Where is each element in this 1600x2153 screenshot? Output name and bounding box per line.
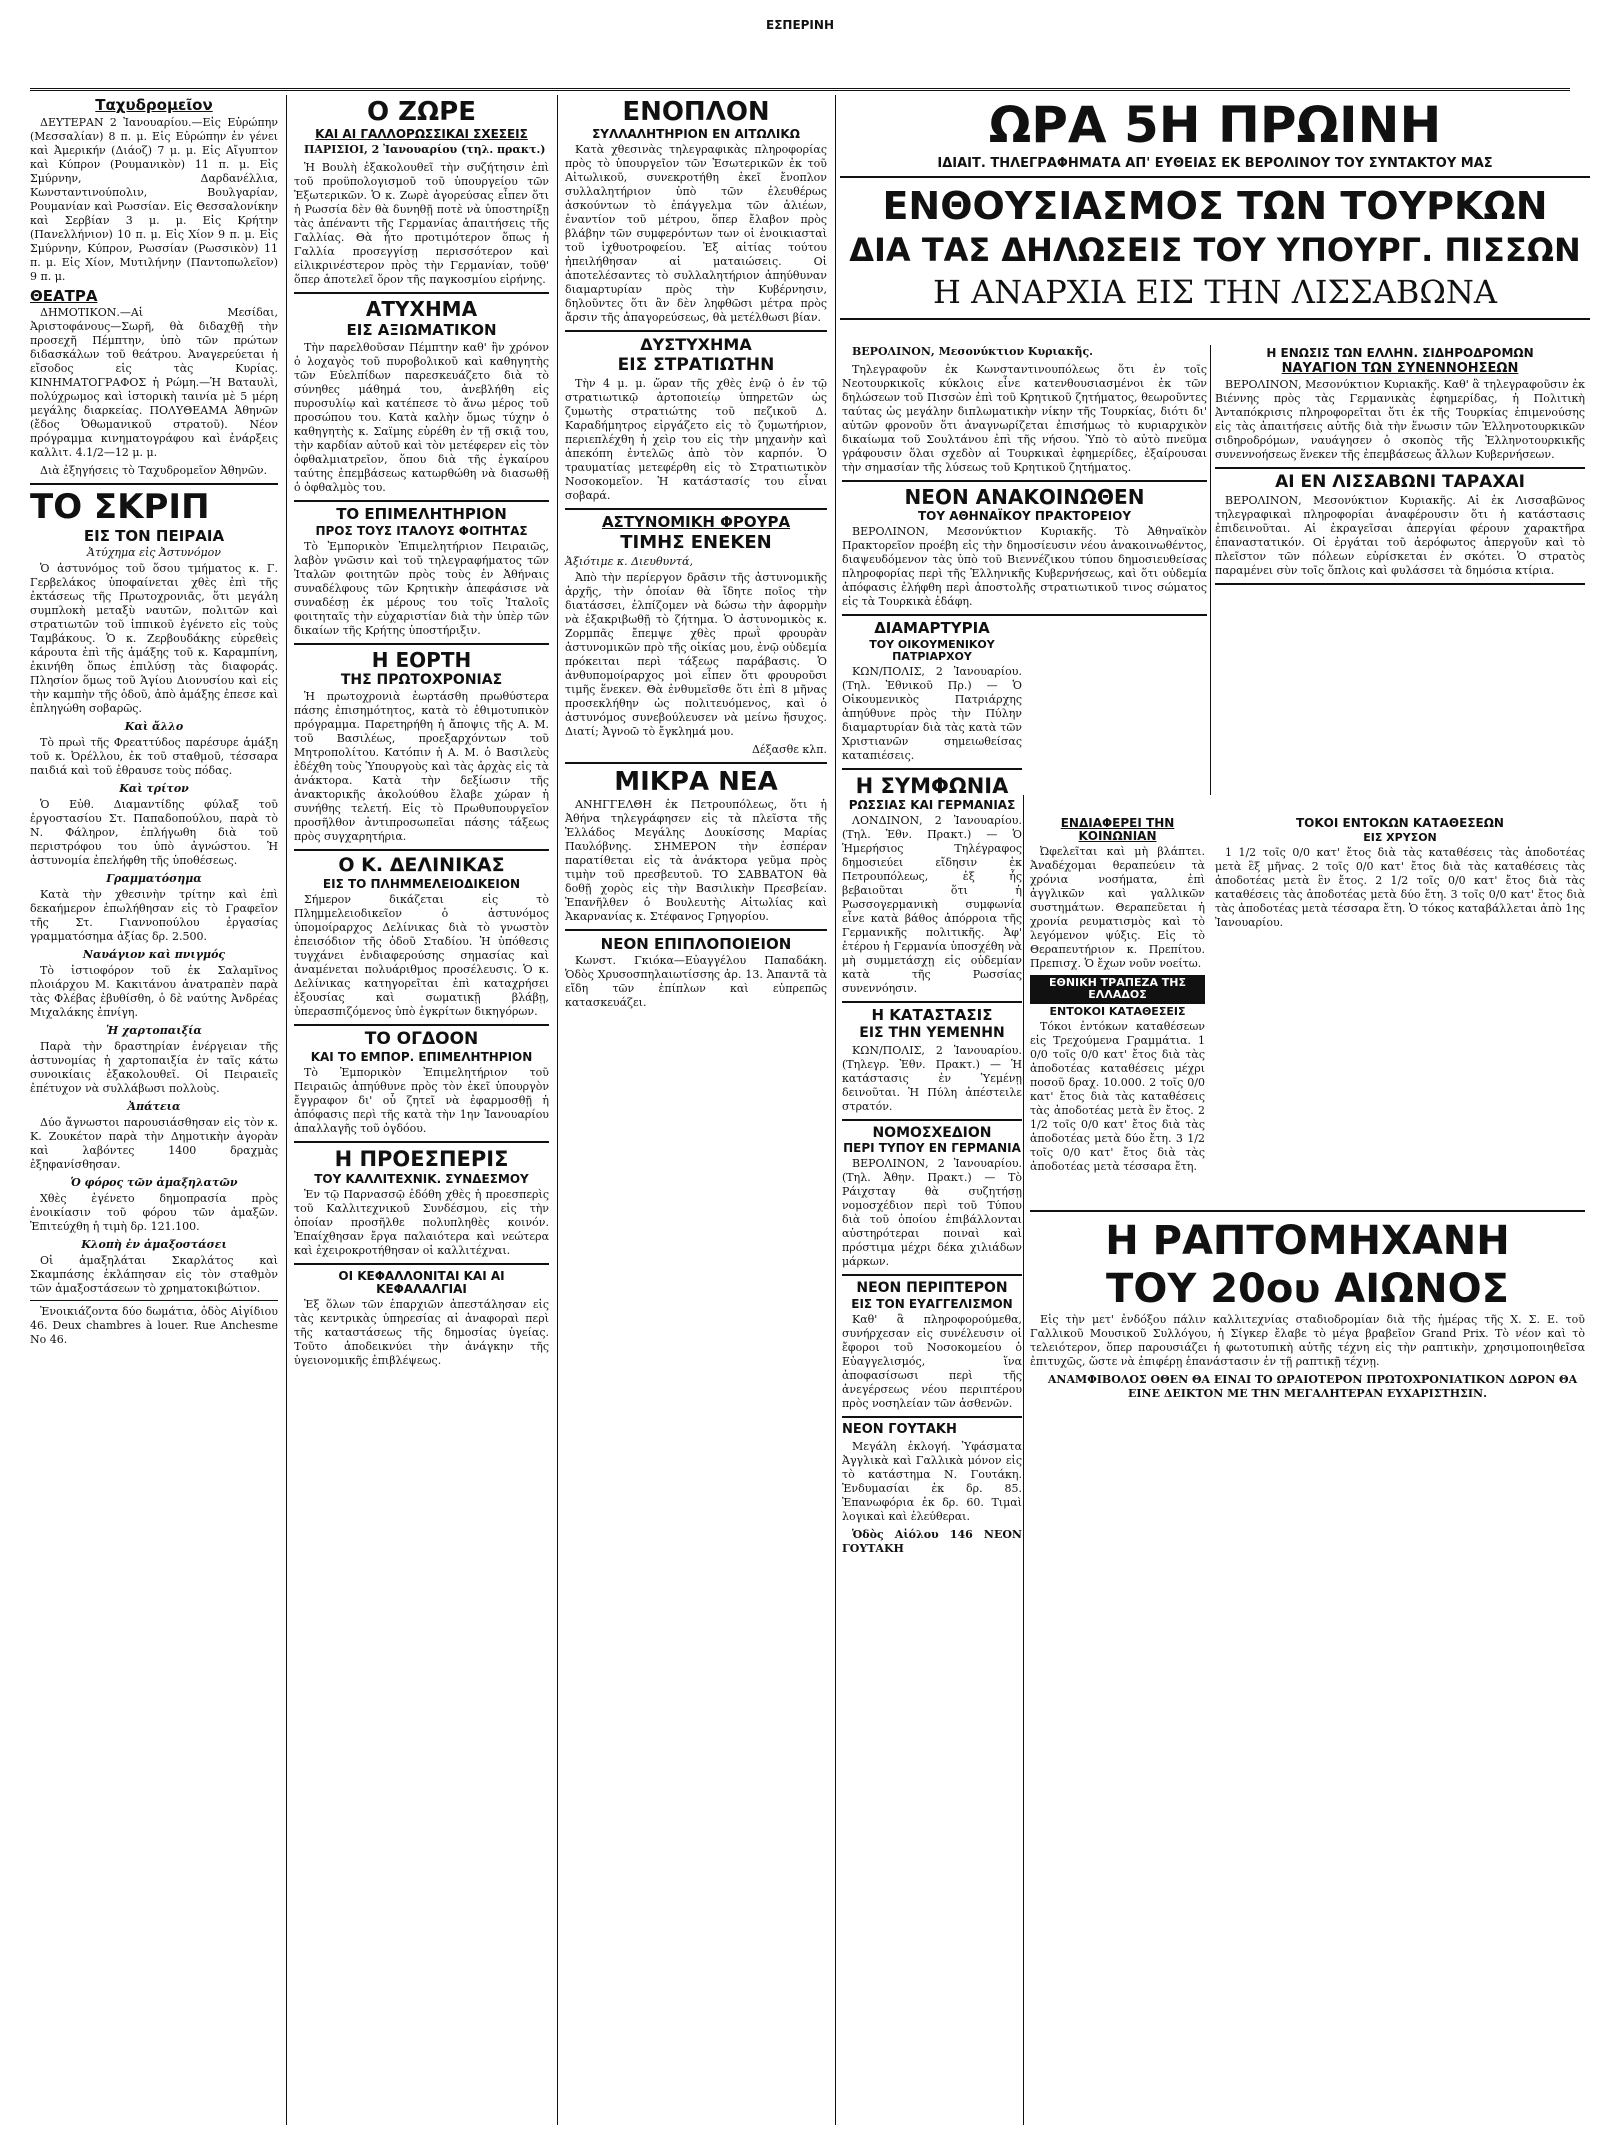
newspaper-page	[30, 95, 1590, 2135]
banner	[840, 95, 1590, 325]
lisbon-riots-text: ΒΕΡΟΛΙΝΟΝ, Μεσονύκτιον Κυριακῆς. Αἱ ἐκ Λισσαβῶνος τηλεγραφικαὶ πληροφορίαι ἀναφέρουσιν ὅτι ἡ κατάστασις ἐπιδεινοῦται. Αἱ ἐκραγεῖσαι ἀπεργίαι φέρουν χαρακτῆρα ἐπαναστατικόν. Οἱ ἐργάται τοῦ ἀερόφωτος ἀπεργοῦν καὶ τὸ πλεῖστον τῶν πόλεων εὑρίσκεται ἐν σκότει. Ὁ στρατὸς παραμένει σὺν τοῖς ὅπλοις καὶ φυλάσσει τὰ δημόσια κτίρια.	[1215, 494, 1585, 578]
column-3	[565, 95, 827, 1014]
chamber-title: ΤΟ ΕΠΙΜΕΛΗΤΗΡΙΟΝ	[336, 504, 507, 523]
armed-rally-subtitle: ΣΥΛΛΑΛΗΤΗΡΙΟΝ ΕΝ ΑΙΤΩΛΙΚΩ	[592, 127, 800, 142]
gambling-text: Παρὰ τὴν δραστηρίαν ἐνέργειαν τῆς ἀστυνομίας ἡ χαρτοπαιξία ἐν ταῖς κάτω συνοικίαις ἐξακολουθεῖ. Οἱ Πειραιεῖς ἐπέτυχον νὰ συλλάβωσι πολλοὺς.	[30, 1040, 278, 1096]
headline-turks: ΕΝΘΟΥΣΙΑΣΜΟΣ ΤΩΝ ΤΟΥΡΚΩΝ	[882, 184, 1548, 229]
press-bill-subtitle: ΠΕΡΙ ΤΥΠΟΥ ΕΝ ΓΕΡΜΑΝΙΑ	[843, 1141, 1021, 1156]
armed-rally-text: Κατὰ χθεσινὰς τηλεγραφικὰς πληροφορίας πρὸς τὸ ὑπουργεῖον τῶν Ἐσωτερικῶν ἐκ τοῦ Αἰτωλικοῦ, συνεκροτήθη ἐκεῖ ἔνοπλον συλλαλητήριον ὑπὸ τῶν ἐλευθέρως ἀσκούντων τὸ ἐπάγγελμα τῶν ἁλιέων, ἐναντίον τοῦ μέτρου, ὅπερ ἔλαβον πρὸς βλάβην τῶν συμφερόντων των οἱ ἐνοικιασταὶ τοῦ ἰχθυοτροφείου. Ἐξ αἰτίας τούτου ἠπειλήθησαν αἱ ματαιώσεις. Οἱ ἀποτελέσαντες τὸ συλλαλητήριον ἀπηύθυναν διαμαρτυρίαν πρὸς τὴν Κυβέρνησιν, δηλοῦντες ὅτι ἂν δὲν ληφθῶσι μέτρα πρὸς ἄρσιν τῆς ἀπαγορεύσεως, θὰ μετέλθωσι βίαν.	[565, 143, 827, 325]
column-1	[30, 95, 278, 1351]
goutakis-text: Μεγάλη ἐκλογή. Ὑφάσματα Ἀγγλικὰ καὶ Γαλλικὰ μόνον εἰς τὸ κατάστημα Ν. Γουτάκη. Ἐνδυμασίαι ἐκ δρ. 85. Ἐπανωφόρια ἐκ δρ. 60. Τιμαὶ λογικαὶ καὶ ἐλεύθεραι.	[842, 1439, 1022, 1523]
theatres-heading: ΘΕΑΤΡΑ	[30, 286, 98, 305]
communique-subtitle: ΤΟΥ ΑΘΗΝΑΪΚΟΥ ΠΡΑΚΤΟΡΕΙΟΥ	[917, 509, 1132, 523]
kai-triton-heading: Καὶ τρίτον	[119, 782, 189, 796]
chamber-text: Τὸ Ἐμπορικὸν Ἐπιμελητήριον Πειραιῶς, λαβὸν γνῶσιν καὶ τοῦ τηλεγραφήματος τῶν Ἰταλῶν φοιτητῶν πρὸς τοὺς ἐν Ἀθήναις συναδέλφους τῶν Κρητικὴν ἀπεφάσισε νὰ συναδέσῃ ἐκ μέρους του τοῖς Ἰταλοῖς φοιτηταῖς τὴν εὐχαριστίαν διὰ τὴν ὑπὲρ τῶν δικαίων τῆς Κρήτης ὑποστήριξιν.	[294, 539, 549, 637]
kai-allo-heading: Καὶ ἄλλο	[124, 720, 184, 734]
rates-subtitle: ΕΙΣ ΧΡΥΣΟΝ	[1363, 831, 1437, 845]
rates-text: 1 1/2 τοῖς 0/0 κατ' ἔτος διὰ τὰς καταθέσεις τὰς ἀποδοτέας μετὰ ἓξ μῆνας. 2 τοῖς 0/0 κατ' ἔτος διὰ τὰς καταθέσεις τὰς ἀποδοτέας μετὰ ἓν ἔτος. 2 1/2 τοῖς 0/0 κατ' ἔτος διὰ τὰς καταθέσεις τὰς ἀποδοτέας μετὰ δύο ἔτη. 3 τοῖς 0/0 κατ' ἔτος διὰ τὰς ἀποδοτέας μετὰ τέσσαρα ἔτη. Ὁ τόκος καταβάλλεται ἀπὸ 1ης Ἰανουαρίου.	[1215, 846, 1585, 930]
communique-title: ΝΕΟΝ ΑΝΑΚΟΙΝΩΘΕΝ	[904, 485, 1145, 509]
agreement-title: Η ΣΥΜΦΩΝΙΑ	[855, 774, 1009, 799]
protest-title: ΔΙΑΜΑΡΤΥΡΙΑ	[874, 619, 990, 638]
accident-title: ΑΤΥΧΗΜΑ	[365, 297, 478, 322]
berlin-text: Τηλεγραφοῦν ἐκ Κωνσταντινουπόλεως ὅτι ἐν τοῖς Νεοτουρκικοῖς κύκλοις εἶνε κατενθουσιασμένοι ἐκ τῶν δηλώσεων τοῦ Πισσὼν ἐπὶ τοῦ Κρητικοῦ ζητήματος, θεωροῦντες ταύτας ὡς μεγάλην διπλωματικὴν νίκην τῆς Τουρκίας, διότι δι' αὐτῶν φρονοῦν ὅτι ἀναγνωρίζεται ἐπισήμως τὸ κυριαρχικὸν δικαίωμα τοῦ Σουλτάνου ἐπὶ τῆς νήσου. Ὑπὸ τὸ αὐτὸ πνεῦμα γράφουσιν ὅλαι σχεδὸν αἱ Τουρκικαὶ ἐφημερίδες, ἐξαίρουσαι τὴν σημασίαν τῆς λύσεως τοῦ Κρητικοῦ ζητήματος.	[842, 363, 1207, 474]
fraud-heading: Ἀπάτεια	[127, 1100, 181, 1114]
yemen-title: Η ΚΑΤΑΣΤΑΣΙΣ	[871, 1006, 993, 1025]
railway-subtitle: ΝΑΥΑΓΙΟΝ ΤΩΝ ΣΥΝΕΝΝΟΗΣΕΩΝ	[1281, 361, 1519, 377]
banner-title: ΩΡΑ 5Η ΠΡΩΙΝΗ	[988, 96, 1442, 154]
fraud-text: Δύο ἄγνωστοι παρουσιάσθησαν εἰς τὸν κ. Κ. Ζουκέτον παρὰ τὴν Δημοτικὴν ἀγορὰν καὶ λαβόντες 1400 δραχμὰς ἐξηφανίσθησαν.	[30, 1116, 278, 1172]
skrip-kicker: Ἀτύχημα εἰς Ἀστυνόμον	[87, 546, 221, 560]
protest-text: ΚΩΝ/ΠΟΛΙΣ, 2 Ἰανουαρίου. (Τηλ. Ἐθνικοῦ Πρ.) — Ὁ Οἰκουμενικὸς Πατριάρχης ἀπηύθυνε πρὸς τὴν Πύλην διαμαρτυρίαν διὰ τὰς κατὰ τῶν Χριστιανῶν σημειωθείσας καταπιέσεις.	[842, 665, 1022, 763]
theatres-text: ΔΗΜΟΤΙΚΟΝ.—Αἱ Μεσίδαι, Ἀριστοφάνους—Σωρῆ, θὰ διδαχθῇ τὴν προσεχῆ Πέμπτην, ὑπὸ τῶν πρώτων διδασκάλων τοῦ θεάτρου. Ἀναγερεύεται ἡ εἴσοδος εἰς τὰς Κυρίας. ΚΙΝΗΜΑΤΟΓΡΑΦΟΣ ἡ Ρώμη.—Ἡ Βαταυλὶ, πολύχρωμος καὶ ἱστορικὴ ταινία μὲ 5 μέρη μεγάλης διαρκείας. ΠΟΛΥΘΕΑΜΑ Ἀθηνῶν (ἔδος Ὀθωμανικοῦ στρατοῦ). Νέον πρόγραμμα κινηματογράφου καὶ ἐνάρξεις καλλιτ. 4.1/2—12 μ. μ.	[30, 306, 278, 459]
police-guard-text: Ἀπὸ τὴν περίεργον δρᾶσιν τῆς ἀστυνομικῆς ἀρχῆς, τὴν ὁποίαν θὰ ἴδητε ποῖος τὴν διατάσσει, ἐλπίζομεν νὰ δώσω τὴν ἀφορμὴν νὰ ἐξακριβωθῇ τὸ ζήτημα. Ὁ ἀστυνομικὸς κ. Ζορμπᾶς ἔπεμψε χθὲς πρωῒ φρουρὰν ἀστυνομικῶν πρὸ τῆς οἰκίας μου, ἐνῷ οὐδεμία πρόκειται περὶ τάξεως παράβασις. Ὁ ἀνθυπομοίραρχος μοὶ εἶπεν ὅτι φρουροῦσι τιμῆς ἕνεκεν. Θὰ ἐνθυμεῖσθε ὅτι ἐπὶ 8 μῆνας προσεκλήθην ὡς πολιτευόμενος, καὶ ὁ ἀστυνόμος συνεβούλευσεν νὰ μείνω ἥσυχος. Διατί; Ἀγνοῶ τὸ ἔγκλημά μου.	[565, 570, 827, 738]
kefallonia-title: ΟΙ ΚΕΦΑΛΛΟΝΙΤΑΙ ΚΑΙ ΑΙ ΚΕΦΑΛΑΛΓΙΑΙ	[338, 1268, 505, 1296]
shipwreck-heading: Ναυάγιον καὶ πνιγμός	[82, 948, 226, 962]
bank-text: Τόκοι ἐντόκων καταθέσεων εἰς Τρεχούμενα Γραμμάτια. 1 0/0 τοῖς 0/0 κατ' ἔτος διὰ τὰς ἀποδοτέας καταθέσεις μέχρι ποσοῦ δραχ. 10.000. 2 τοῖς 0/0 κατ' ἔτος διὰ τὰς καταθέσεις τὰς ἀποδοτέας μετὰ ἓν ἔτος. 2 1/2 τοῖς 0/0 κατ' ἔτος διὰ τὰς ἀποδοτέας μετὰ δύο ἔτη. 3 1/2 τοῖς 0/0 κατ' ἔτος διὰ τὰς ἀποδοτέας μετὰ τέσσαρα ἔτη.	[1030, 1019, 1205, 1173]
kai-allo-text: Τὸ πρωὶ τῆς Φρεαττύδος παρέσυρε ἁμάξη τοῦ κ. Ὀρέλλου, ἐκ τοῦ σταθμοῦ, τέσσαρα παιδιά καὶ τοῦ ἐθραυσε τοὺς πόδας.	[30, 736, 278, 778]
accident-text: Τὴν παρελθοῦσαν Πέμπτην καθ' ἣν χρόνον ὁ λοχαγὸς τοῦ πυροβολικοῦ καὶ καθηγητὴς τῶν Εὐελπίδων παρεσκευάζετο διὰ τὸ σύνηθες μάθημά του, ἀνεβλήθη εἰς πυροσυλίῳ καὶ κατέπεσε τὸ ἄνω μέρος τοῦ προσώπου του. Κατὰ καλὴν ὅμως τύχην ὁ καθηγητὴς κ. Σαϊμης εὑρέθη ἐν τῇ σκιᾷ του, τὴν καρδίαν αὐτοῦ καὶ τὸν μετέφερεν εἰς τὸν ὀφθαλμιατρεῖον, ὅπου διὰ τῆς ἐγκαίρου ταύτης ἐπεμβάσεως κατωρθώθη νὰ διασωθῇ ὁ ὀφθαλμὸς του.	[294, 340, 549, 494]
column-5-lower	[1030, 815, 1205, 1178]
police-guard-title: ΑΣΤΥΝΟΜΙΚΗ ΦΡΟΥΡΑ	[601, 512, 791, 531]
society-text: Ὠφελεῖται καὶ μὴ βλάπτει. Ἀναδέχομαι θεραπεύειν τὰ χρόνια νοσήματα, ἐπὶ ἀγγλικῶν καὶ γαλλικῶν συστημάτων. Θεραπεῦεται ἡ χρονία ρευματισμὸς καὶ τὸ λεγόμενον ψύξις. Εἰς τὸ Θεραπευτήριον κ. Πρεπίτου. Πρεπισχ. Ὁ ἔχων νοῦν νοείτω.	[1030, 845, 1205, 971]
sewing-machine-ad	[1030, 1205, 1585, 1405]
feast-text: Ἡ πρωτοχρονιὰ ἑωρτάσθη πρωθύστερα πάσης ἐπισημότητος, κατὰ τὸ ἐθιμοτυπικὸν πρόγραμμα. Παρετηρήθη ἡ ἄποψις τῆς Α. Μ. τοῦ Βασιλέως, προεξαρχόντων τοῦ Μητροπολίτου. Κατόπιν ἡ Α. Μ. ὁ Βασιλεὺς ἐδέχθη τοὺς Ὑπουργοὺς καὶ τὰς ἀρχὰς εἰς τὰ ἀνάκτορα. Κατὰ τὴν δεξίωσιν τῆς ἀνακτορικῆς ἀκολούθου ἔλαβε χώραν ἡ συνήθης τελετή. Εἰς τὸ Πρωθυπουργεῖον προσῆλθον ἀντιπροσωπεῖαι πάσης τάξεως πρὸς συγχαρητήρια.	[294, 690, 549, 844]
banner-subtitle: ΙΔΙΑΙΤ. ΤΗΛΕΓΡΑΦΗΜΑΤΑ ΑΠ' ΕΥΘΕΙΑΣ ΕΚ ΒΕΡΟΛΙΝΟΥ ΤΟΥ ΣΥΝΤΑΚΤΟΥ ΜΑΣ	[937, 156, 1493, 171]
zore-dateline: ΠΑΡΙΣΙΟΙ, 2 Ἰανουαρίου (τηλ. πρακτ.)	[304, 143, 546, 157]
agreement-subtitle: ΡΩΣΣΙΑΣ ΚΑΙ ΓΕΡΜΑΝΙΑΣ	[848, 798, 1016, 813]
police-guard-kicker: Ἀξιότιμε κ. Διευθυντά,	[565, 554, 693, 568]
stamps-text: Κατὰ τὴν χθεσινὴν τρίτην καὶ ἐπὶ δεκαήμερον ἐπωλήθησαν εἰς τὸ Γραφεῖον τῆς Στ. Γιαννοπούλου ἐργασίας γραμματόσημα ἀξίας δρ. 2.500.	[30, 888, 278, 944]
soiree-text: Ἐν τῷ Παρνασσῷ ἐδόθη χθὲς ἡ προεσπερὶς τοῦ Καλλιτεχνικοῦ Συνδέσμου, εἰς τὴν ὁποίαν προσῆλθε πολυπληθὲς κοινόν. Ἐπαίχθησαν ἔργα παλαιότερα καὶ νεώτερα καὶ ἐχειροκροτήθησαν οἱ καλλιτέχναι.	[294, 1187, 549, 1257]
yemen-subtitle: ΕΙΣ ΤΗΝ ΥΕΜΕΝΗΝ	[859, 1025, 1005, 1042]
small-news-text: ΑΝΗΓΓΕΛΘΗ ἐκ Πετρουπόλεως, ὅτι ἡ Ἀθήνα τηλεγράφησεν εἰς τὰ πλεῖστα τῆς Ἑλλάδος Μεγάλης Δουκίσσης Μαρίας Παυλόβνης. ΣΗΜΕΡΟΝ τὴν ἐσπέραν παρατίθεται εἰς τὰ ἀνάκτορα γεῦμα πρὸς τιμὴν τοῦ πρεσβευτοῦ. ΤΟ ΣΑΒΒΑΤΟΝ θὰ δοθῇ χορὸς εἰς τὴν Βασιλικὴν Πρεσβείαν. Ἐπανῆλθεν ὁ Βουλευτὴς Αἰτωλίας καὶ Ἀκαρνανίας κ. Στέφανος Γρηγορίου.	[565, 797, 827, 923]
sewing-text: Εἰς τὴν μετ' ἐνδόξου πάλιν καλλιτεχνίας σταδιοδρομίαν διὰ τῆς ἡμέρας τῆς Χ. Σ. Ε. τοῦ Γαλλικοῦ Μουσικοῦ Συλλόγου, ἡ Σίγκερ ἔλαβε τὸ μέγα βραβεῖον Grand Prix. Τὸ νέον καὶ τὸ τελειότερον, ὅπερ παρουσιάζει ἡ φωτοτυπικὴ αὐτῆς τέχνη εἰς τὴν ραπτικὴν, χρησιμοποιηθεῖσα ἐπιτυχῶς, ὥστε νὰ ἐπιφέρῃ ἐπανάστασιν ἐν τῇ ραπτικῇ τέχνῃ.	[1030, 1313, 1585, 1368]
goutakis-title: ΝΕΟΝ ΓΟΥΤΑΚΗ	[842, 1422, 957, 1438]
post-note: Διὰ ἐξηγήσεις τὸ Ταχυδρομεῖον Ἀθηνῶν.	[40, 464, 268, 477]
post-office-heading: Ταχυδρομεῖον	[95, 96, 213, 114]
sewing-footer: ΑΝΑΜΦΙΒΟΛΟΣ ΟΘΕΝ ΘΑ ΕΙΝΑΙ ΤΟ ΩΡΑΙΟΤΕΡΟΝ ΠΡΩΤΟΧΡΟΝΙΑΤΙΚΟΝ ΔΩΡΟΝ ΘΑ ΕΙΝΕ ΔΕΙΚΤΟΝ ΜΕ ΤΗΝ ΜΕΓΑΛΗΤΕΡΑΝ ΕΥΧΑΡΙΣΤΗΣΙΝ.	[1047, 1373, 1578, 1400]
shipwreck-text: Τὸ ἱστιοφόρον τοῦ ἐκ Σαλαμῖνος πλοιάρχου Μ. Κακιτάνου ἀνατραπὲν παρὰ τὰς Φλέβας ἐβυθίσθη, ὁ δὲ ναύτης Ἀνδρέας Μιχαλάκης ἐπνίγη.	[30, 964, 278, 1020]
sewing-subtitle: ΤΟΥ 20ου ΑΙΩΝΟΣ	[1106, 1266, 1509, 1312]
theft-text: Οἱ ἀμαξηλάται Σκαρλάτος καὶ Σκαμπάσης ἐκλάπησαν εἰς τὸν σταθμὸν τῶν ἀμαξοστάσεων τὸ χρηματοκιβώτιον.	[30, 1254, 278, 1296]
tax-heading: Ὁ φόρος τῶν ἀμαξηλατῶν	[70, 1176, 238, 1190]
goutakis-address: Ὁδὸς Αἰόλου 146 ΝΕΟΝ ΓΟΥΤΑΚΗ	[842, 1527, 1022, 1555]
eighth-subtitle: ΚΑΙ ΤΟ ΕΜΠΟΡ. ΕΠΙΜΕΛΗΤΗΡΙΟΝ	[310, 1050, 533, 1065]
skrip-title: ΤΟ ΣΚΡΙΠ	[30, 487, 210, 527]
pavilion-title: ΝΕΟΝ ΠΕΡΙΠΤΕΡΟΝ	[856, 1280, 1008, 1297]
mishap-title: ΔΥΣΤΥΧΗΜΑ	[640, 335, 752, 355]
delinikas-text: Σήμερον δικάζεται εἰς τὸ Πλημμελειοδικεῖον ὁ ἀστυνόμος ὑπομοίραρχος Δελίνικας διὰ τὸ γνωστὸν ἐπεισόδιον τῆς ὁδοῦ Σταδίου. Ἡ ὑπόθεσις τυγχάνει ἐνδιαφερούσης σημασίας καὶ ἀναμένεται πολυάριθμος προσέλευσις. Ὁ κ. Δελίνικας κατηγορεῖται ἐπὶ καταχρήσει ἐξουσίας καὶ σωματικῇ βλάβῃ, ὑπερασπιζόμενος ὑπὸ ἐγκρίτων δικηγόρων.	[294, 893, 549, 1019]
kefallonia-text: Ἐξ ὅλων τῶν ἐπαρχιῶν ἀπεστάλησαν εἰς τὰς κεντρικὰς ὑπηρεσίας αἱ ἀναφοραὶ περὶ τῆς καταστάσεως τῆς δημοσίας ὑγείας. Τοῦτο ἀποδεικνύει τὴν ἀνάγκην τῆς ὑγειονομικῆς ἐπιβλέψεως.	[294, 1298, 549, 1368]
lisbon-riots-title: ΑΙ ΕΝ ΛΙΣΣΑΒΩΝΙ ΤΑΡΑΧΑΙ	[1275, 472, 1525, 493]
column-5-rates	[1215, 815, 1585, 934]
communique-text: ΒΕΡΟΛΙΝΟΝ, Μεσονύκτιον Κυριακῆς. Τὸ Ἀθηναϊκὸν Πρακτορεῖον προέβη εἰς τὴν δημοσίευσιν νέου ἀνακοινωθέντος, διαψευδόμενον τὰς ὑπὸ τοῦ Βιεννέζικου τύπου δημοσιευθείσας πληροφορίας περὶ τῆς Ἑλληνικῆς Κυβερνήσεως, καὶ ὅτι οὐδεμία ἀπόφασις ἐλήφθη περὶ ἀποστολῆς στρατιωτικοῦ τινος σώματος εἰς τὰ Τουρκικὰ ἐδάφη.	[842, 525, 1207, 609]
pavilion-subtitle: ΕΙΣ ΤΟΝ ΕΥΑΓΓΕΛΙΣΜΟΝ	[851, 1297, 1013, 1312]
delinikas-title: Ο Κ. ΔΕΛΙΝΙΚΑΣ	[338, 854, 505, 877]
furniture-title: ΝΕΟΝ ΕΠΙΠΛΟΠΟΙΕΙΟΝ	[600, 934, 792, 953]
society-title: ΕΝΔΙΑΦΕΡΕΙ ΤΗΝ ΚΟΙΝΩΝΙΑΝ	[1060, 816, 1175, 844]
kai-triton-text: Ὁ Εὐθ. Διαμαντίδης φύλαξ τοῦ ἐργοστασίου Στ. Παπαδοπούλου, παρὰ τὸ Ν. Φάληρον, ἐπλήγωθη διὰ τοῦ περιστρόφου του ὑπὸ ἀγνώστου. Ἡ ἀστυνομία ἐπελήφθη τῆς ὑποθέσεως.	[30, 798, 278, 868]
bank-subtitle: ΕΝΤΟΚΟΙ ΚΑΤΑΘΕΣΕΙΣ	[1049, 1004, 1186, 1018]
accident-subtitle: ΕΙΣ ΑΞΙΩΜΑΤΙΚΟΝ	[346, 321, 497, 340]
soiree-title: Η ΠΡΟΕΣΠΕΡΙΣ	[334, 1147, 509, 1172]
feast-title: Η ΕΟΡΤΗ	[371, 647, 472, 672]
berlin-dateline: ΒΕΡΟΛΙΝΟΝ, Μεσονύκτιον Κυριακῆς.	[852, 345, 1093, 358]
soiree-subtitle: ΤΟΥ ΚΑΛΛΙΤΕΧΝΙΚ. ΣΥΝΔΕΣΜΟΥ	[314, 1171, 529, 1186]
police-guard-subtitle: ΤΙΜΗΣ ΕΝΕΚΕΝ	[620, 531, 772, 553]
signature: Δέξασθε κλπ.	[751, 742, 827, 756]
tax-text: Χθὲς ἐγένετο δημοπρασία πρὸς ἐνοικίασιν τοῦ φόρου τῶν ἀμαξῶν. Ἐπιτεύχθη ἡ τιμὴ δρ. 121.100.	[30, 1192, 278, 1234]
furniture-text: Κωνστ. Γκιόκα—Εὐαγγέλου Παπαδάκη. Ὁδὸς Χρυσοσπηλαιωτίσσης ἀρ. 13. Ἀπαντᾶ τὰ εἴδη τῶν ἐπίπλων καὶ εὐπρεπῶς κατασκευάζει.	[565, 954, 827, 1010]
headline-pichon: ΔΙΑ ΤΑΣ ΔΗΛΩΣΕΙΣ ΤΟΥ ΥΠΟΥΡΓ. ΠΙΣΣΩΝ	[849, 231, 1581, 270]
rent-notice: Ἐνοικιάζοντα δύο δωμάτια, ὁδὸς Αἰγίδιου 46. Deux chambres à louer. Rue Anchesme No 46.	[30, 1305, 278, 1347]
column-2	[294, 95, 549, 1372]
railway-text: ΒΕΡΟΛΙΝΟΝ, Μεσονύκτιον Κυριακῆς. Καθ' ἃ τηλεγραφοῦσιν ἐκ Βιέννης πρὸς τὰς Γερμανικὰς ἐφημερίδας, ἡ Πολιτικὴ Ἀνταπόκρισις πληροφορεῖται ὅτι ἐκ τῆς Τουρκίας ἐπιμενούσης εἰς τὰς ἀπαιτήσεις αὐτῆς διὰ τὴν ἕνωσιν τῶν Ἑλληνοτουρκικῶν σιδηροδρόμων, ναυάγησεν ὁ σκοπὸς τῆς Ἑλληνοτουρκικῆς συνεννοήσεως ἕνεκεν τῆς ἐπεμβάσεως ἄλλων Κυβερνήσεων.	[1215, 378, 1585, 462]
gambling-heading: Ἡ χαρτοπαιξία	[106, 1024, 202, 1038]
zore-subtitle: ΚΑΙ ΑΙ ΓΑΛΛΟΡΩΣΣΙΚΑΙ ΣΧΕΣΕΙΣ	[315, 127, 528, 142]
eighth-text: Τὸ Ἐμπορικὸν Ἐπιμελητήριον τοῦ Πειραιῶς ἀπηύθυνε πρὸς τὸν ἐκεῖ ὑπουργὸν ἔγγραφον δι' οὗ ζητεῖ νὰ ἐφαρμοσθῇ ἡ ἀπόφασις περὶ τῆς κατὰ τὴν 1ην Ἰανουαρίου ἀπαλλαγῆς τοῦ ὀγδόου.	[294, 1066, 549, 1136]
yemen-text: ΚΩΝ/ΠΟΛΙΣ, 2 Ἰανουαρίου. (Τηλεγρ. Ἐθν. Πρακτ.) — Ἡ κατάστασις ἐν Ὑεμένῃ δεινοῦται. Ἡ Πύλη ἀπέστειλε στρατόν.	[842, 1043, 1022, 1113]
mishap-subtitle: ΕΙΣ ΣΤΡΑΤΙΩΤΗΝ	[617, 355, 775, 376]
feast-subtitle: ΤΗΣ ΠΡΩΤΟΧΡΟΝΙΑΣ	[340, 671, 503, 688]
top-rule	[30, 88, 1570, 91]
headline-lisbon: Η ΑΝΑΡΧΙΑ ΕΙΣ ΤΗΝ ΛΙΣΣΑΒΩΝΑ	[932, 273, 1497, 312]
zore-text: Ἡ Βουλὴ ἐξακολουθεῖ τὴν συζήτησιν ἐπὶ τοῦ προϋπολογισμοῦ τοῦ ὑπουργείου τῶν Ἐξωτερικῶν. Ὁ κ. Ζωρὲ ἀγορεύσας εἶπεν ὅτι ἡ Ρωσσία δὲν θὰ δυνηθῇ ποτὲ νὰ ὑποστηρίξῃ τὰς ἀπέναντι τῆς Γερμανίας ἀπαιτήσεις τῆς Γαλλίας. Θὰ ἦτο προτιμότερον ὅπως ἡ Γαλλία προσεγγίσῃ περισσότερον καὶ εἰλικρινέστερον πρὸς τὴν Γερμανίαν, τοῦθ' ὅπερ ἀποτελεῖ ὅρον τῆς παγκοσμίου εἰρήνης.	[294, 161, 549, 287]
mishap-text: Τὴν 4 μ. μ. ὥραν τῆς χθὲς ἐνῷ ὁ ἐν τῷ στρατιωτικῷ ἀρτοποιείῳ ὑπηρετῶν ὡς ζυμωτὴς στρατιώτης τοῦ πεζικοῦ Δ. Καραδήμητρος εἰργάζετο εἰς τὸ ζυμωτήριον, περιεπλέχθη ἡ χεὶρ του εἰς τὴν μηχανὴν καὶ ἀπεκόπη ἐντελῶς ἀπὸ τὸν καρπόν. Ὁ τραυματίας μετεφέρθη εἰς τὸ Στρατιωτικὸν Νοσοκομεῖον. Ἡ κατάστασίς του εἶναι σοβαρά.	[565, 376, 827, 502]
zore-title: Ο ΖΩΡΕ	[367, 97, 476, 127]
armed-rally-title: ΕΝΟΠΛΟΝ	[622, 97, 770, 127]
rates-title: ΤΟΚΟΙ ΕΝΤΟΚΩΝ ΚΑΤΑΘΕΣΕΩΝ	[1296, 816, 1504, 830]
skrip-subtitle: ΕΙΣ ΤΟΝ ΠΕΙΡΑΙΑ	[83, 526, 225, 545]
press-bill-text: ΒΕΡΟΛΙΝΟΝ, 2 Ἰανουαρίου. (Τηλ. Ἀθην. Πρακτ.) — Τὸ Ράιχσταγ θὰ συζητήσῃ νομοσχέδιον περὶ τοῦ Τύπου διὰ τοῦ ὁποίου ἐπιβάλλονται αὐστηρότεραι ποιναὶ καὶ πρόστιμα μέχρι δέκα χιλιάδων μάρκων.	[842, 1157, 1022, 1269]
press-bill-title: ΝΟΜΟΣΧΕΔΙΟΝ	[872, 1124, 992, 1141]
agreement-text: ΛΟΝΔΙΝΟΝ, 2 Ἰανουαρίου. (Τηλ. Ἐθν. Πρακτ.) — Ὁ Ἡμερήσιος Τηλέγραφος δημοσιεύει εἴδησιν ἐκ Πετρουπόλεως, ἐξ ἧς βεβαιοῦται ὅτι ἡ Ρωσσογερμανικὴ συμφωνία εἶνε κατὰ βάθος ἀπόρροια τῆς Γερμανικῆς πολιτικῆς. Ἀφ' ἑτέρου ἡ Γερμανία ὑποσχέθη νὰ μὴ συμμετάσχῃ εἰς οὐδεμίαν κατὰ τῆς Ρωσσίας συνεννόησιν.	[842, 814, 1022, 996]
railway-title: Η ΕΝΩΣΙΣ ΤΩΝ ΕΛΛΗΝ. ΣΙΔΗΡΟΔΡΟΜΩΝ	[1266, 346, 1534, 360]
running-head: ΕΣΠΕΡΙΝΗ	[766, 18, 834, 32]
sewing-title: Η ΡΑΠΤΟΜΗΧΑΝΗ	[1105, 1218, 1510, 1264]
small-news-title: ΜΙΚΡΑ ΝΕΑ	[614, 766, 778, 797]
chamber-subtitle: ΠΡΟΣ ΤΟΥΣ ΙΤΑΛΟΥΣ ΦΟΙΤΗΤΑΣ	[315, 523, 528, 538]
delinikas-subtitle: ΕΙΣ ΤΟ ΠΛΗΜΜΕΛΕΙΟΔΙΚΕΙΟΝ	[322, 877, 521, 892]
theft-heading: Κλοπὴ ἐν ἀμαξοστάσει	[81, 1238, 227, 1252]
stamps-heading: Γραμματόσημα	[106, 872, 202, 886]
eighth-title: ΤΟ ΟΓΔΟΟΝ	[364, 1029, 479, 1050]
bank-title: ΕΘΝΙΚΗ ΤΡΑΠΕΖΑ ΤΗΣ ΕΛΛΑΔΟΣ	[1030, 975, 1205, 1003]
skrip-text: Ὁ ἀστυνόμος τοῦ ὅσου τμήματος κ. Γ. Γερβελάκος ὑποφαίνεται χθὲς ἐπὶ τῆς ἐκτάσεως τῆς Πρωτοχρονιᾶς, ὅτι μεγάλη συμπλοκὴ μεταξὺ ναυτῶν, πολιτῶν καὶ στρατιωτῶν τοῦ ἱππικοῦ ἐγένετο εἰς τοὺς Ταμβάκους. Ὁ κ. Ζερβουδάκης εὑρεθεὶς κάρουτα ἐπὶ τῆς ἀμάξης τοῦ κ. Καραμπίνη, ἐκινήθη ὅπως ἐπιλύσῃ τὰς διαφοράς. Πλησίον ὅμως τοῦ Ἁγίου Διονυσίου καὶ εἰς τὴν καμπὴν τῆς ὁδοῦ, ἀπὸ ἀμάξης ἐπεσε καὶ ἐπληγώθη σοβαρῶς.	[30, 562, 278, 716]
column-5	[1215, 345, 1585, 590]
post-office-text: ΔΕΥΤΕΡΑΝ 2 Ἰανουαρίου.—Εἰς Εὐρώπην (Μεσσαλίαν) 8 π. μ. Εἰς Εὐρώπην ἐν γένει καὶ Ἀμερικήν (Διάοζ) 7 μ. μ. Εἰς Αἴγυπτον καὶ Κύπρον (Ρουμανικὸν) 11 π. μ. Εἰς Σμύρνην, Δαρδανέλλια, Κωνσταντινούπολιν, Βουλγαρίαν, Ρουμανίαν καὶ Ρωσσίαν. Εἰς Θεσσαλονίκην καὶ Σερβίαν 3 μ. μ. Εἰς Κρήτην (Πανελλήνιον) 10 π. μ. Εἰς Χίον 9 π. μ. Εἰς Σμύρνην, Κύπρον, Ρωσσίαν (Ρωσσικὸν) 11 π. μ. Εἰς Χίον, Μυτιλήνην (Παντοπωλεῖον) 9 π. μ.	[30, 115, 278, 283]
pavilion-text: Καθ' ἃ πληροφορούμεθα, συνήρχεσαν εἰς συνέλευσιν οἱ ἔφοροι τοῦ Νοσοκομείου ὁ Εὐαγγελισμός, ἵνα ἀποφασίσωσι περὶ τῆς ἀνεγέρσεως νέου περιπτέρου πρὸς νοσηλείαν τῶν ἀσθενῶν.	[842, 1313, 1022, 1411]
protest-subtitle: ΤΟΥ ΟΙΚΟΥΜΕΝΙΚΟΥ ΠΑΤΡΙΑΡΧΟΥ	[869, 637, 995, 664]
